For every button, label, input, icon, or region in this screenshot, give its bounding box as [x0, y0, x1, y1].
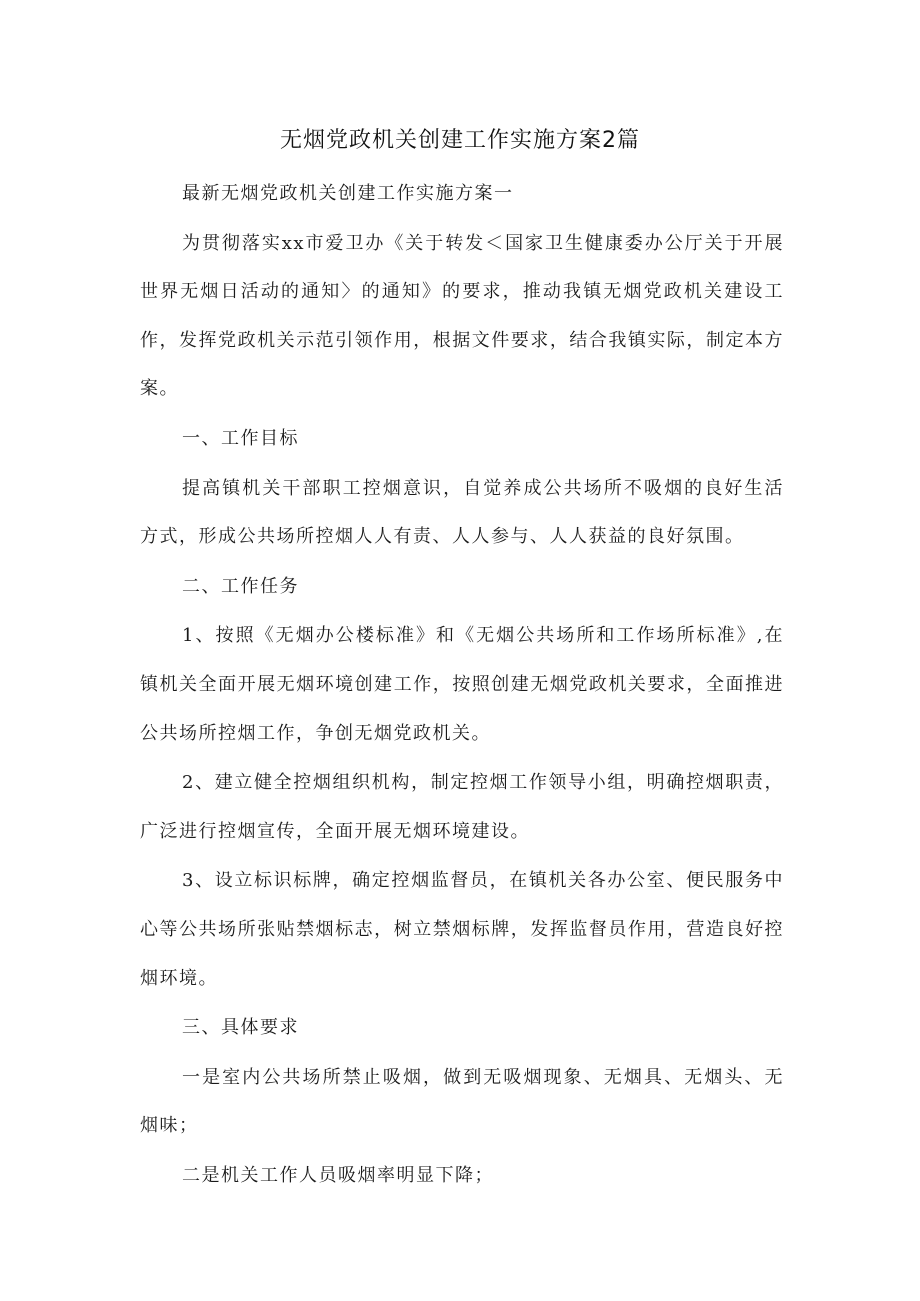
task-item-3: 3、设立标识标牌，确定控烟监督员，在镇机关各办公室、便民服务中心等公共场所张贴禁烟标志，树立禁烟标牌，发挥监督员作用，营造良好控烟环境。: [140, 870, 784, 989]
section-heading-tasks: 二、工作任务: [182, 575, 299, 597]
task-item-2: 2、建立健全控烟组织机构，制定控烟工作领导小组，明确控烟职责，广泛进行控烟宣传，全面开展无烟环境建设。: [140, 772, 784, 842]
goals-paragraph: 提高镇机关干部职工控烟意识，自觉养成公共场所不吸烟的良好生活方式，形成公共场所控烟人人有责、人人参与、人人获益的良好氛围。: [140, 477, 784, 548]
requirement-item-1: 一是室内公共场所禁止吸烟，做到无吸烟现象、无烟具、无烟头、无烟味；: [140, 1066, 784, 1137]
requirement-item-2: 二是机关工作人员吸烟率明显下降；: [182, 1164, 494, 1186]
intro-paragraph: 为贯彻落实xx市爱卫办《关于转发＜国家卫生健康委办公厅关于开展世界无烟日活动的通知〉的通知》的要求，推动我镇无烟党政机关建设工作，发挥党政机关示范引领作用，根据文件要求，结合我镇实际，制定本方案。: [140, 232, 784, 400]
section-heading-requirements: 三、具体要求: [182, 1017, 299, 1039]
section-heading-goals: 一、工作目标: [182, 427, 299, 449]
task-item-1: 1、按照《无烟办公楼标准》和《无烟公共场所和工作场所标准》,在镇机关全面开展无烟环境创建工作，按照创建无烟党政机关要求，全面推进公共场所控烟工作，争创无烟党政机关。: [140, 625, 784, 744]
document-body: [140, 170, 784, 1201]
subtitle-paragraph: 最新无烟党政机关创建工作实施方案一: [182, 183, 514, 204]
document-title: 无烟党政机关创建工作实施方案2篇: [280, 128, 640, 153]
